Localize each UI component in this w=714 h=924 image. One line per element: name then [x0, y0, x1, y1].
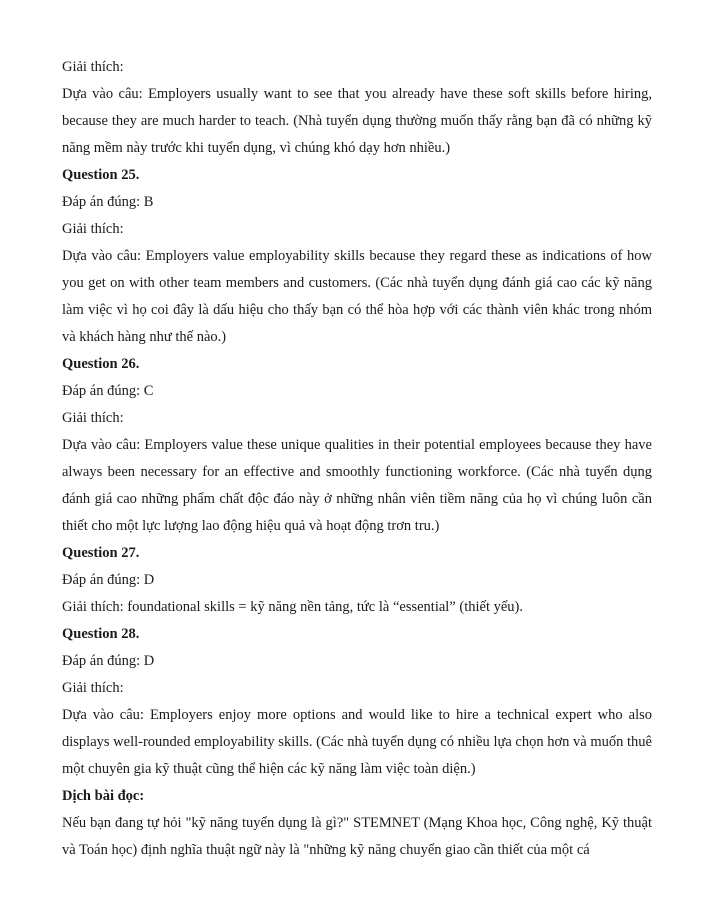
question-26-heading: Question 26.: [62, 356, 140, 372]
question-27-heading: Question 27.: [62, 545, 140, 561]
correct-answer-q25: Đáp án đúng: B: [62, 194, 154, 210]
explanation-label-q28: Giải thích:: [62, 680, 124, 696]
explanation-text-q27: Giải thích: foundational skills = kỹ năng nền tảng, tức là “essential” (thiết yếu).: [62, 599, 523, 615]
explanation-text-q25: Dựa vào câu: Employers value employability skills because they regard these as indications of how you get on with other team members and customers. (Các nhà tuyển dụng đánh giá cao các kỹ năng làm việc vì họ coi đây là dấu hiệu cho thấy bạn có thể hòa hợp với các thành viên khác trong nhóm và khách hàng như thế nào.): [62, 248, 652, 345]
reading-translation-text: Nếu bạn đang tự hỏi "kỹ năng tuyển dụng là gì?" STEMNET (Mạng Khoa học, Công nghệ, Kỹ thuật và Toán học) định nghĩa thuật ngữ này là "những kỹ năng chuyển giao cần thiết của một cá: [62, 815, 652, 858]
correct-answer-q28: Đáp án đúng: D: [62, 653, 155, 669]
explanation-text-q24: Dựa vào câu: Employers usually want to see that you already have these soft skills before hiring, because they are much harder to teach. (Nhà tuyển dụng thường muốn thấy rằng bạn đã có những kỹ năng mềm này trước khi tuyển dụng, vì chúng khó dạy hơn nhiều.): [62, 86, 652, 156]
explanation-label-q25: Giải thích:: [62, 221, 124, 237]
question-25-heading: Question 25.: [62, 167, 140, 183]
reading-translation-heading: Dịch bài đọc:: [62, 788, 145, 804]
correct-answer-q27: Đáp án đúng: D: [62, 572, 155, 588]
document-content: [62, 54, 652, 864]
question-28-heading: Question 28.: [62, 626, 140, 642]
explanation-label-q24: Giải thích:: [62, 59, 124, 75]
correct-answer-q26: Đáp án đúng: C: [62, 383, 154, 399]
explanation-label-q26: Giải thích:: [62, 410, 124, 426]
explanation-text-q28: Dựa vào câu: Employers enjoy more options and would like to hire a technical expert who also displays well-rounded employability skills. (Các nhà tuyển dụng có nhiều lựa chọn hơn và muốn thuê một chuyên gia kỹ thuật cũng thể hiện các kỹ năng làm việc toàn diện.): [62, 707, 652, 777]
explanation-text-q26: Dựa vào câu: Employers value these unique qualities in their potential employees because they have always been necessary for an effective and smoothly functioning workforce. (Các nhà tuyển dụng đánh giá cao những phẩm chất độc đáo này ở những nhân viên tiềm năng của họ vì chúng luôn cần thiết cho một lực lượng lao động hiệu quả và hoạt động trơn tru.): [62, 437, 652, 534]
